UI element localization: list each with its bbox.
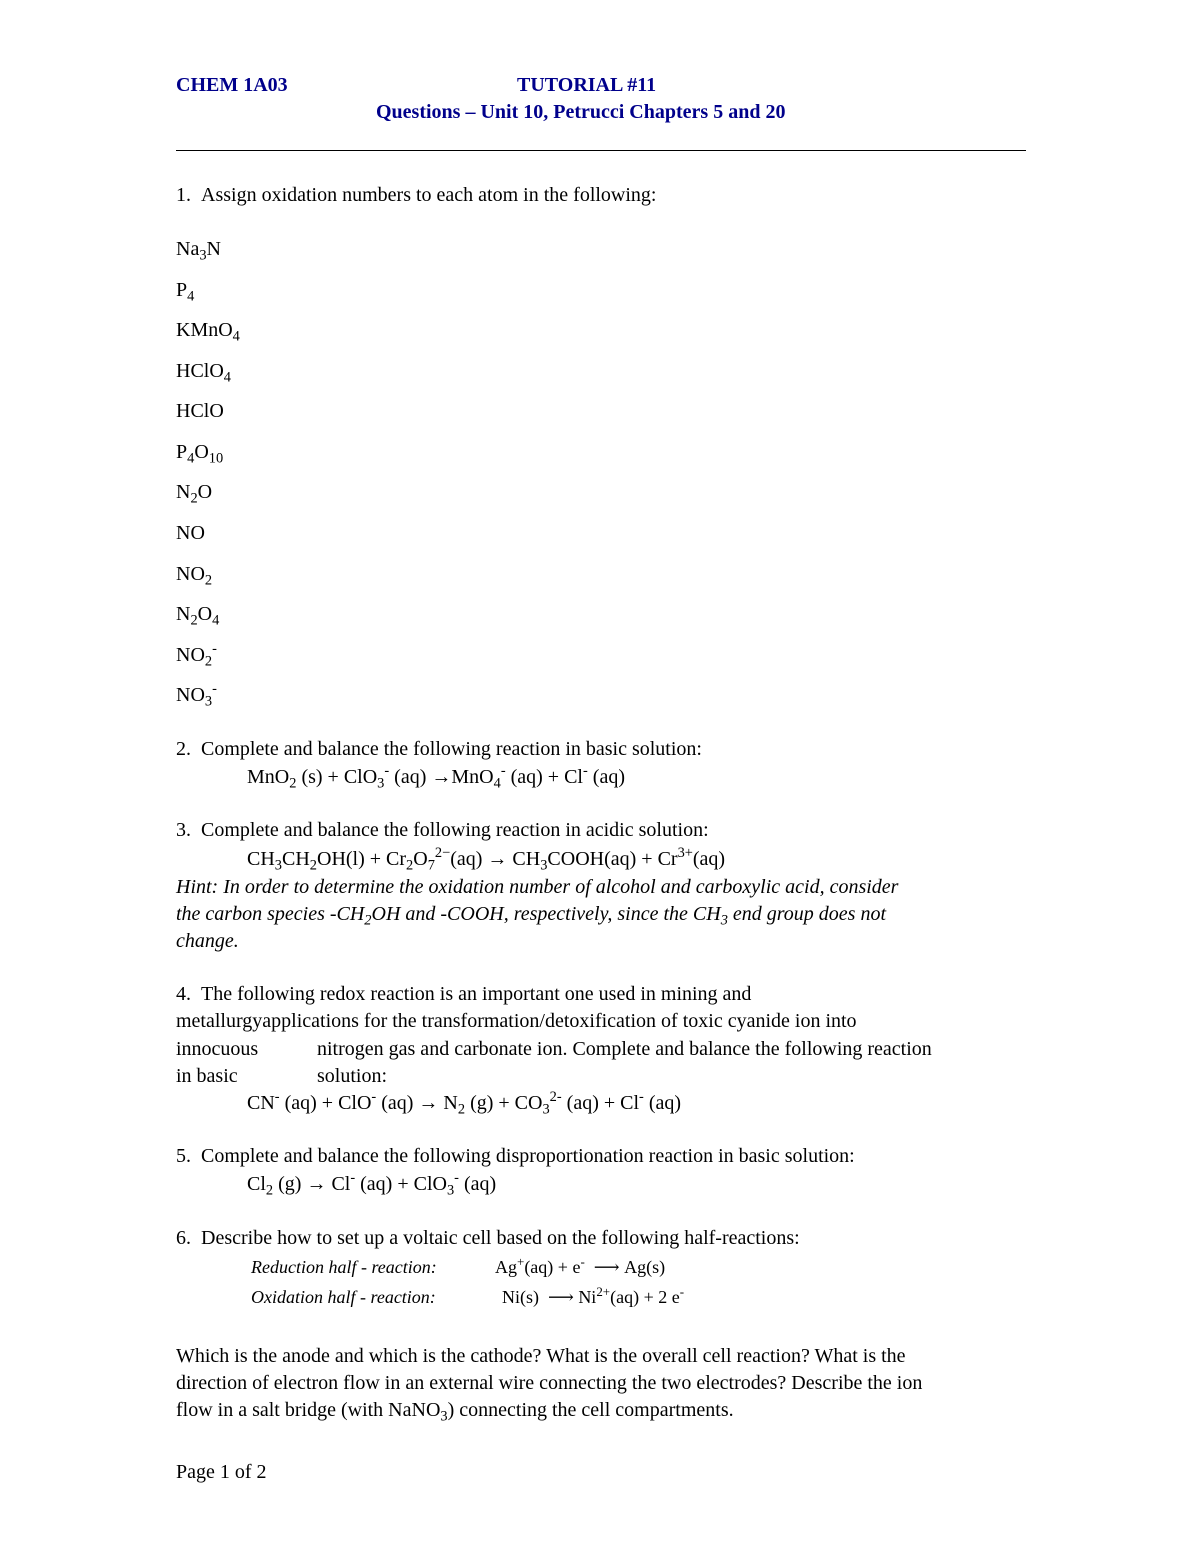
tutorial-subtitle: Questions – Unit 10, Petrucci Chapters 5 and 20 bbox=[376, 101, 786, 123]
hint-line-3: change. bbox=[176, 930, 239, 952]
reduction-equation: Ag+(aq) + e- ⟶ Ag(s) bbox=[495, 1253, 666, 1277]
compound-item: $P_4$ bbox=[176, 279, 195, 305]
question-6-para-1: Which is the anode and which is the cathode? What is the overall cell reaction? What is the bbox=[176, 1345, 906, 1367]
compound-item: HClO$_4$ bbox=[176, 360, 231, 386]
question-6-para-2: direction of electron flow in an external wire connecting the two electrodes? Describe the ion bbox=[176, 1372, 923, 1394]
compound-item: $N_2O_4$ bbox=[176, 603, 220, 629]
arrow-icon: → bbox=[431, 766, 452, 788]
long-arrow-icon: ⟶ bbox=[593, 1257, 620, 1277]
question-text: Describe how to set up a voltaic cell based on the following half-reactions: bbox=[201, 1227, 800, 1249]
arrow-icon: → bbox=[487, 848, 508, 870]
course-code: CHEM 1A03 bbox=[176, 74, 288, 96]
question-6 bbox=[176, 1226, 800, 1250]
long-arrow-icon: ⟶ bbox=[548, 1287, 574, 1307]
question-number: 4. bbox=[176, 983, 191, 1005]
question-4-line-3a: innocuous bbox=[176, 1038, 259, 1060]
question-3 bbox=[176, 818, 709, 842]
question-number: 1. bbox=[176, 184, 191, 206]
question-4: 4. The following redox reaction is an important one used in mining and bbox=[176, 983, 752, 1005]
hint-line-1: Hint: In order to determine the oxidation number of alcohol and carboxylic acid, consider bbox=[176, 876, 899, 898]
question-2 bbox=[176, 737, 702, 761]
question-text: Complete and balance the following reaction in basic solution: bbox=[201, 738, 702, 760]
compound-item: $NO_2$ bbox=[176, 563, 213, 589]
question-4-line-3b: nitrogen gas and carbonate ion. Complete and balance the following reaction bbox=[317, 1038, 932, 1060]
compound-item: $P_4O_{10}$ bbox=[176, 441, 224, 467]
reduction-label: Reduction half - reaction: bbox=[251, 1257, 437, 1277]
question-text: Complete and balance the following reaction in acidic solution: bbox=[201, 819, 709, 841]
arrow-icon: → bbox=[306, 1173, 327, 1195]
oxidation-equation: Ni(s) ⟶ $Ni^{2+}(aq) + 2$ e- bbox=[502, 1283, 685, 1307]
compound-item: $N_2O$ bbox=[176, 481, 213, 507]
oxidation-label: Oxidation half - reaction: bbox=[251, 1287, 436, 1307]
arrow-icon: → bbox=[418, 1092, 439, 1114]
question-1 bbox=[176, 183, 657, 207]
compound-item: NO bbox=[176, 522, 205, 544]
question-4-line-4b: solution: bbox=[317, 1065, 388, 1087]
question-text: Assign oxidation numbers to each atom in the following: bbox=[201, 184, 657, 206]
hint-line-2: the carbon species $-CH_2OH$ and -COOH, respectively, since the $CH_3$ end group does not bbox=[176, 903, 887, 929]
question-6-para-3: flow in a salt bridge (with NaNO$_3$) connecting the cell compartments. bbox=[176, 1399, 734, 1425]
reaction-equation: CN- (aq) + ClO- $(aq) \to N_2$ $(g) + CO_3^{2-}$ (aq) + Cl- (aq) bbox=[247, 1089, 682, 1118]
question-5 bbox=[176, 1144, 855, 1168]
compound-item: HClO bbox=[176, 400, 224, 422]
question-number: 3. bbox=[176, 819, 191, 841]
compound-item: $Na_3N$ bbox=[176, 238, 221, 264]
question-4-line-2: metallurgyapplications for the transformation/detoxification of toxic cyanide ion into bbox=[176, 1010, 857, 1032]
compound-item: $NO_2^-$ bbox=[176, 641, 217, 670]
question-number: 5. bbox=[176, 1145, 191, 1167]
question-number: 2. bbox=[176, 738, 191, 760]
page-number: Page 1 of 2 bbox=[176, 1461, 267, 1483]
compound-item: $NO_3^-$ bbox=[176, 681, 217, 710]
header-rule bbox=[176, 150, 1026, 151]
reaction-equation: $Cl_2$ (g) → Cl- (aq) + ClO$_3$- (aq) bbox=[247, 1170, 497, 1199]
reaction-equation: MnO$_2$ (s) + ClO$_3$- (aq) →MnO$_4$- (aq) + Cl- (aq) bbox=[247, 763, 625, 792]
compound-item: KMnO$_4$ bbox=[176, 319, 240, 345]
tutorial-title: TUTORIAL #11 bbox=[517, 74, 657, 96]
reaction-equation: $CH_3CH_2OH(l) + Cr_2O_7^{2-}(aq)$ → $CH_3COOH(aq) + Cr^{3+}(aq)$ bbox=[247, 845, 726, 874]
question-4-line-4a: in basic bbox=[176, 1065, 238, 1087]
question-text: Complete and balance the following disproportionation reaction in basic solution: bbox=[201, 1145, 855, 1167]
question-number: 6. bbox=[176, 1227, 191, 1249]
